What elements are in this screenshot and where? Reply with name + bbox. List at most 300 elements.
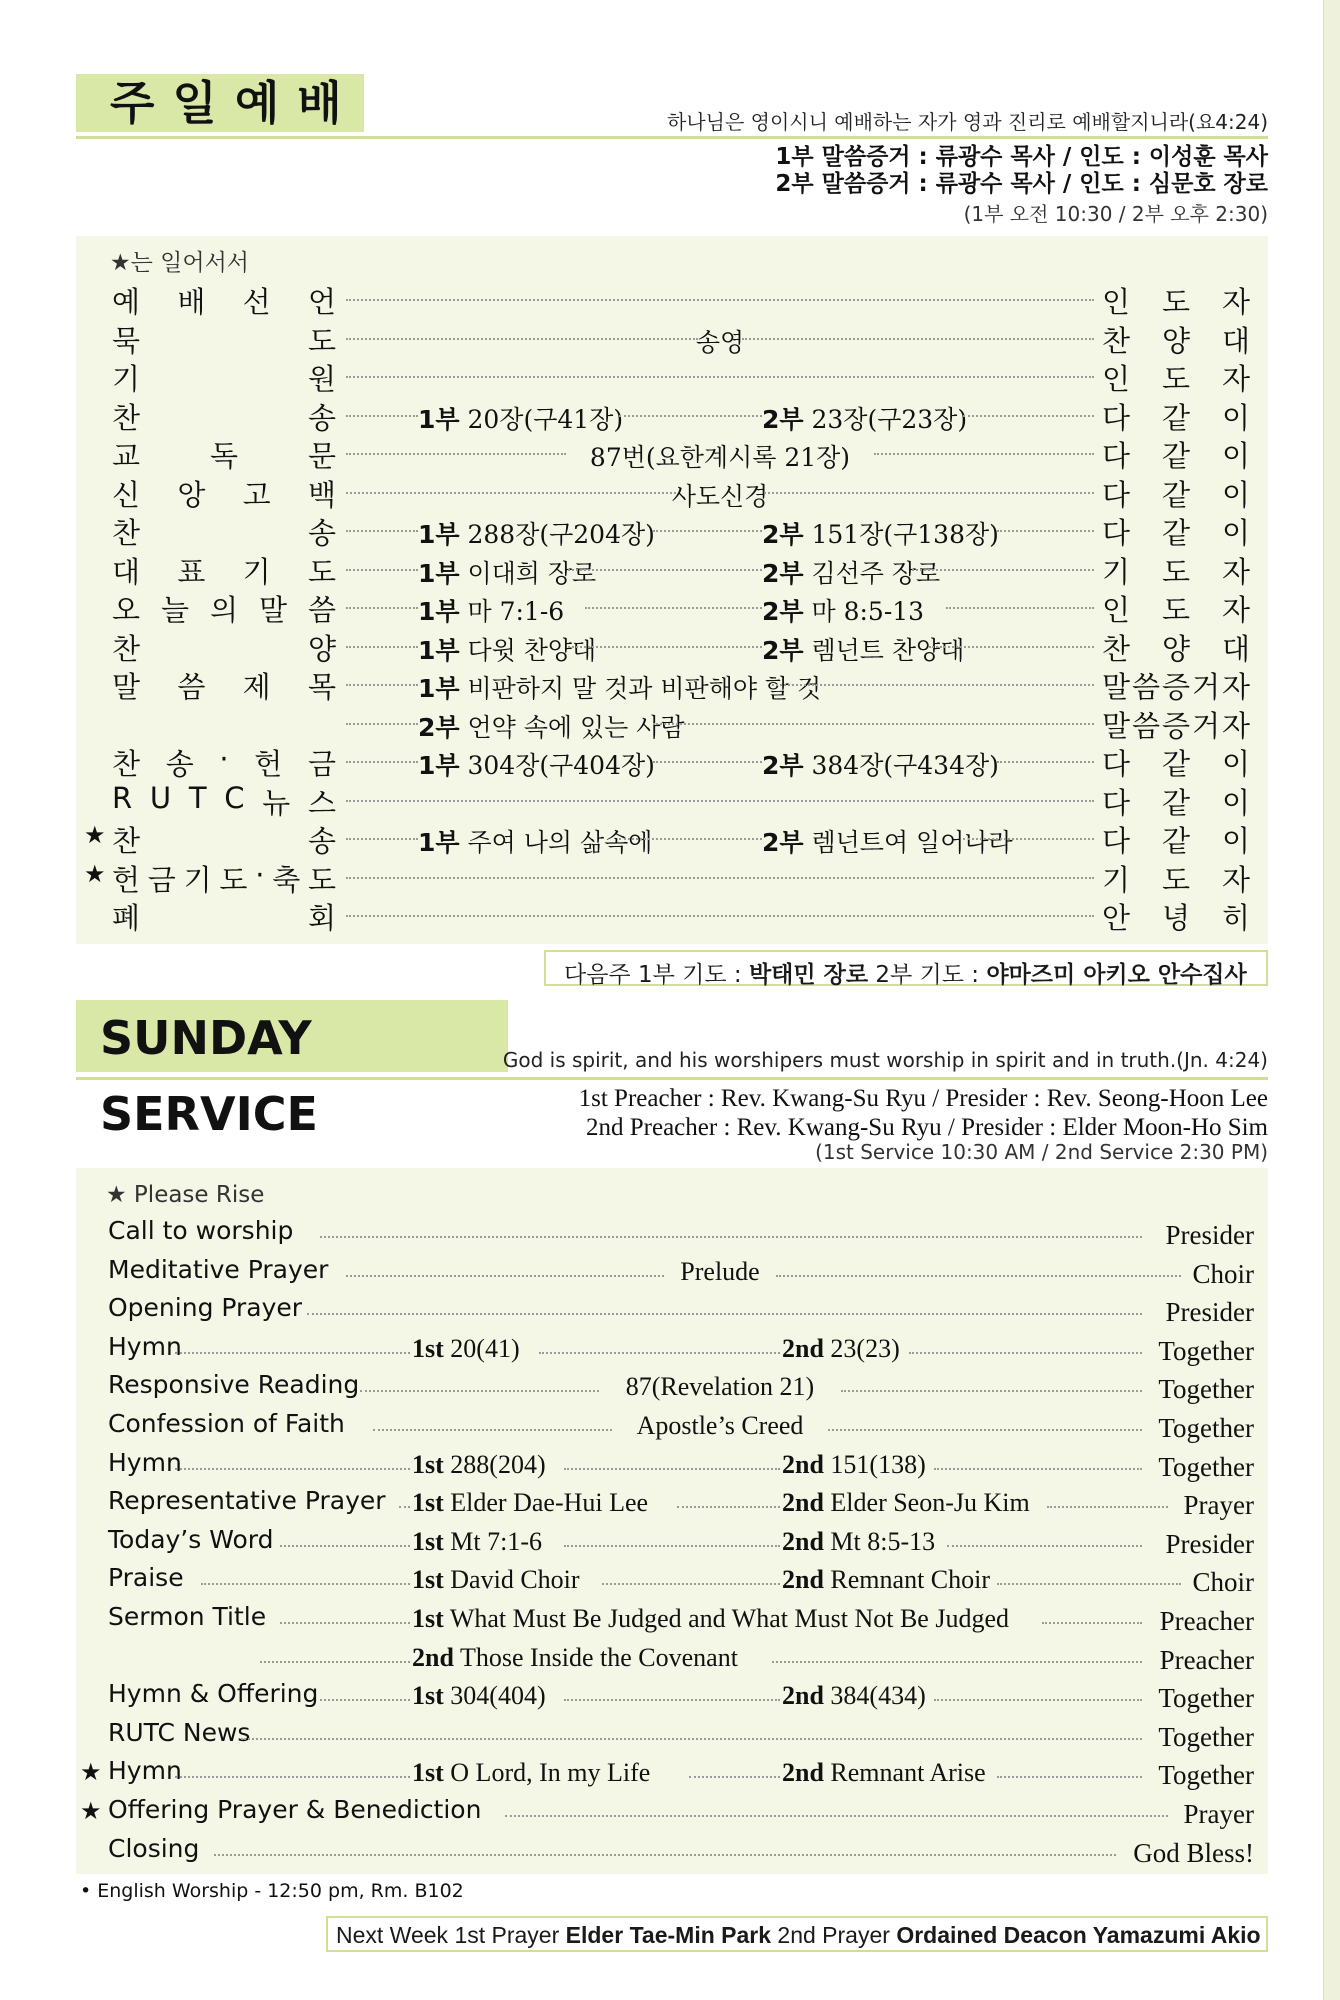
english-order-row [0,1754,1340,1790]
english-second-service-value: Mt 8:5-13 [830,1526,936,1556]
korean-next-week-prefix2: 2부 기도 : [868,962,987,988]
english-first-service-value: 20(41) [450,1333,520,1363]
english-second-service-tag: 2nd [782,1449,824,1479]
korean-order-label: 예 배 선 언 [112,285,336,319]
english-order-row [0,1214,1340,1250]
english-second-service-value: 23(23) [830,1333,900,1363]
leader-dots [963,415,1094,417]
english-order-role: Preacher [1159,1644,1254,1675]
english-second-service-tag: 2nd [782,1333,824,1363]
english-order-label: Confession of Faith [108,1409,345,1438]
english-order-label: RUTC News [108,1717,251,1747]
leader-dots [653,723,1094,725]
leader-dots [175,1468,410,1470]
korean-order-center-value: 송영 [695,327,745,357]
korean-order-label: 찬 송 · 헌 금 [112,742,336,781]
english-verse: God is spirit, and his worshipers must worship in spirit and in truth.(Jn. 4:24) [502,1048,1268,1072]
english-order-role: Presider [1165,1528,1254,1559]
english-order-first-service [412,1488,648,1518]
leader-dots [320,1236,1142,1238]
english-order-row [0,1600,1340,1636]
english-order-label: Offering Prayer & Benediction [108,1795,482,1824]
korean-first-service-value: 20장(구41장) [467,404,624,434]
english-order-label: Call to worship [108,1216,294,1245]
english-first-service-tag: 1st [412,1565,444,1595]
leader-dots [214,1854,1116,1856]
leader-dots [619,415,762,417]
leader-dots [564,1699,780,1701]
korean-order-first-service [418,823,652,859]
leader-dots [909,1352,1142,1354]
english-order-row [0,1291,1340,1327]
english-order-label: Hymn [108,1447,182,1477]
korean-order-role: 다 같 이 [1102,785,1250,820]
english-first-service-value: Mt 7:1-6 [450,1526,543,1556]
korean-order-second-service [762,823,1013,859]
english-order-role: Together [1158,1721,1254,1752]
korean-order-role: 다 같 이 [1102,747,1250,781]
english-order-role: Prayer [1183,1490,1254,1521]
korean-first-service-value: 주여 나의 삶속에 [467,828,653,857]
korean-order-label: 말 씀 제 목 [112,670,336,704]
korean-order-row [0,550,1340,589]
english-first-service-tag: 1st [412,1449,444,1479]
english-preacher-line2: 2nd Preacher : Rev. Kwang-Su Ryu / Presider : Elder Moon-Ho Sim [586,1114,1268,1141]
korean-second-service-tag: 2부 [762,751,804,780]
korean-rise-note: ★는 일어서서 [110,250,250,276]
english-order-role: Preacher [1159,1606,1254,1636]
english-second-service-tag: 2nd [782,1758,824,1788]
english-order-first-service [412,1334,520,1364]
english-order-row [0,1793,1340,1829]
korean-second-service-value: 23장(구23장) [811,404,968,434]
korean-order-role: 다 같 이 [1102,824,1250,858]
leader-dots [585,607,762,609]
korean-order-label: 찬 양 [112,631,336,666]
korean-order-row [0,627,1340,666]
korean-order-label: 묵 도 [112,323,336,358]
english-first-service-value: O Lord, In my Life [450,1758,651,1788]
english-order-label: Sermon Title [108,1602,267,1631]
korean-order-role: 안 녕 히 [1102,901,1250,935]
korean-next-week-name1: 박태민 장로 [748,962,869,988]
korean-order-second-service [762,400,967,436]
korean-order-row [0,857,1340,897]
leader-dots [568,646,762,648]
leader-dots [564,1468,780,1470]
korean-order-first-service [418,592,564,628]
korean-order-first-service [418,631,596,667]
korean-order-row [0,511,1340,550]
english-order-label: Praise [108,1563,184,1593]
korean-order-row [0,896,1340,935]
english-schedule: (1st Service 10:30 AM / 2nd Service 2:30 PM) [815,1140,1268,1164]
leader-dots [776,1275,1182,1277]
korean-second-service-value: 마 8:5-13 [811,597,925,626]
korean-order-label: 오 늘 의 말 씀 [112,593,336,627]
korean-order-second-service [762,592,924,628]
leader-dots [346,569,418,571]
korean-order-second-service [762,515,999,551]
leader-dots [346,838,418,840]
leader-dots [201,1583,410,1585]
leader-dots [346,723,418,725]
english-next-week [326,1916,1268,1952]
leader-dots [653,530,762,532]
english-next-week-name2: Ordained Deacon Yamazumi Akio [896,1922,1261,1948]
korean-order-second-service [762,746,999,782]
leader-dots [346,1275,664,1277]
korean-order-role: 말 씀 증 거 자 [1102,708,1250,743]
leader-dots [1047,1506,1169,1508]
korean-second-service-tag: 2부 [762,635,804,665]
english-next-week-prefix1: Next Week 1st Prayer [336,1922,566,1948]
korean-order-first-service [418,708,685,744]
leader-dots [912,569,1094,571]
english-order-label: Hymn [108,1756,182,1786]
korean-first-service-tag: 1부 [418,404,460,434]
english-order-label: Today’s Word [108,1524,274,1554]
korean-order-first-service [418,746,655,782]
english-order-label: Meditative Prayer [108,1254,329,1284]
leader-dots [175,1776,410,1778]
english-order-role: God Bless! [1133,1837,1254,1868]
english-second-service-value: 151(138) [830,1449,926,1479]
korean-order-role: 기 도 자 [1102,862,1250,897]
leader-dots [307,1313,1142,1315]
korean-order-role: 기 도 자 [1102,554,1250,589]
english-order-role: Together [1158,1374,1254,1405]
korean-preacher-line1: 1부 말씀증거 : 류광수 목사 / 인도 : 이성훈 목사 [775,144,1268,170]
leader-dots [934,1468,1142,1470]
korean-order-row [0,588,1340,627]
korean-second-service-value: 김선주 장로 [811,558,941,588]
english-first-service-value: Elder Dae-Hui Lee [450,1488,649,1518]
korean-order-role: 다 같 이 [1102,516,1250,550]
english-order-role: Presider [1165,1220,1254,1250]
leader-dots [929,646,1094,648]
korean-order-row [0,434,1340,473]
english-first-service-tag: 1st [412,1488,444,1518]
english-order-first-service [412,1643,738,1673]
korean-first-service-tag: 2부 [418,712,460,742]
leader-dots [346,453,566,455]
english-order-center-value: Prelude [680,1256,760,1286]
english-order-first-service [412,1758,650,1788]
leader-dots [539,1352,780,1354]
korean-first-service-value: 비판하지 말 것과 비판해야 할 것 [467,674,822,703]
rise-star-icon: ★ [84,859,106,888]
english-order-role: Together [1158,1683,1254,1714]
english-order-row [0,1561,1340,1597]
english-title: SUNDAY SERVICE [76,1000,508,1072]
english-order-label: Hymn [108,1331,182,1361]
english-order-label: Hymn & Offering [108,1679,319,1709]
english-order-second-service [782,1681,926,1711]
english-order-first-service [412,1681,546,1711]
korean-order-label: 교 독 문 [112,439,336,473]
leader-dots [934,1699,1142,1701]
korean-first-service-value: 다윗 찬양대 [467,635,597,665]
english-order-label: Responsive Reading [108,1370,360,1400]
korean-order-role: 찬 양 대 [1102,323,1250,358]
leader-dots [346,299,1094,301]
leader-dots [564,1545,780,1547]
english-second-service-value: Remnant Arise [830,1758,986,1788]
english-first-service-value: 304(404) [450,1681,546,1711]
english-worship-note: • English Worship - 12:50 pm, Rm. B102 [80,1880,464,1902]
english-order-row [0,1832,1340,1868]
leader-dots [280,1622,410,1624]
english-order-role: Choir [1192,1567,1254,1598]
korean-second-service-tag: 2부 [762,597,804,626]
english-order-first-service [412,1565,580,1595]
english-order-label: Opening Prayer [108,1293,303,1323]
korean-second-service-value: 384장(구434장) [811,751,999,780]
korean-order-row [0,819,1340,858]
english-order-row [0,1330,1340,1366]
english-order-role: Together [1158,1451,1254,1482]
leader-dots [346,530,418,532]
english-second-service-tag: 2nd [782,1526,824,1556]
english-first-service-value: Those Inside the Covenant [459,1642,738,1672]
korean-order-row [0,704,1340,743]
korean-first-service-value: 304장(구404장) [467,751,655,780]
english-order-second-service [782,1488,1030,1518]
korean-order-row [0,319,1340,358]
leader-dots [946,607,1094,609]
english-first-service-tag: 2nd [412,1642,454,1672]
english-order-first-service [412,1450,546,1480]
leader-dots [373,1429,613,1431]
korean-first-service-value: 마 7:1-6 [467,597,565,626]
korean-title-rule [76,136,1268,139]
korean-order-row [0,742,1340,781]
leader-dots [175,1352,410,1354]
korean-second-service-tag: 2부 [762,828,804,857]
korean-order-label: 신 앙 고 백 [112,477,336,512]
korean-order-first-service [418,515,655,551]
english-first-service-tag: 1st [412,1604,444,1633]
korean-order-role: 인 도 자 [1102,593,1250,627]
korean-first-service-tag: 1부 [418,520,460,549]
leader-dots [346,800,1094,802]
leader-dots [997,530,1094,532]
korean-first-service-tag: 1부 [418,635,460,665]
leader-dots [602,1583,781,1585]
english-order-role: Choir [1192,1258,1254,1289]
korean-first-service-tag: 1부 [418,828,460,857]
english-first-service-tag: 1st [412,1758,444,1788]
leader-dots [997,1776,1143,1778]
korean-second-service-value: 151장(구138장) [811,520,999,549]
leader-dots [619,838,762,840]
korean-second-service-tag: 2부 [762,520,804,549]
english-first-service-tag: 1st [412,1333,444,1363]
korean-order-center-value: 87번(요한계시록 21장) [589,443,851,472]
korean-order-label: R U T C 뉴 스 [112,780,336,820]
english-order-center-value: Apostle’s Creed [636,1411,804,1440]
korean-order-second-service [762,554,940,590]
english-order-second-service [782,1565,990,1595]
korean-preacher-line2: 2부 말씀증거 : 류광수 목사 / 인도 : 심문호 장로 [775,171,1268,197]
leader-dots [997,1583,1182,1585]
english-order-row [0,1523,1340,1559]
korean-first-service-value: 288장(구204장) [467,520,655,549]
leader-dots [963,838,1094,840]
leader-dots [505,1815,1168,1817]
korean-order-second-service [762,631,964,667]
english-first-service-value: David Choir [450,1565,580,1595]
korean-second-service-value: 렘넌트여 일어나라 [811,828,1013,857]
leader-dots [346,646,418,648]
korean-order-role: 다 같 이 [1102,477,1250,512]
korean-order-label: 폐 회 [112,901,336,935]
korean-order-row [0,473,1340,512]
korean-order-role: 인 도 자 [1102,362,1250,396]
korean-second-service-tag: 2부 [762,404,804,434]
korean-order-label: 찬 송 [112,516,336,550]
korean-order-row [0,280,1340,319]
english-order-row [0,1407,1340,1443]
english-first-service-value: What Must Be Judged and What Must Not Be Judged [449,1604,1009,1633]
korean-order-row [0,665,1340,704]
korean-first-service-tag: 1부 [418,558,460,588]
leader-dots [346,338,698,340]
korean-order-role: 다 같 이 [1102,439,1250,473]
korean-order-first-service [418,400,623,436]
english-order-second-service [782,1758,986,1788]
english-order-role: Together [1158,1335,1254,1366]
leader-dots [772,684,1094,686]
korean-order-first-service [418,554,596,590]
korean-first-service-value: 이대희 장로 [467,558,597,588]
english-rise-note: ★ Please Rise [106,1182,265,1208]
rise-star-icon: ★ [80,1758,102,1787]
korean-first-service-value: 언약 속에 있는 사람 [467,712,685,742]
korean-schedule: (1부 오전 10:30 / 2부 오후 2:30) [963,202,1268,226]
english-order-role: Together [1158,1413,1254,1443]
english-order-second-service [782,1450,926,1480]
leader-dots [653,761,762,763]
english-order-center-value: 87(Revelation 21) [625,1372,815,1402]
english-order-role: Prayer [1183,1799,1254,1829]
english-preacher-line1: 1st Preacher : Rev. Kwang-Su Ryu / Presider : Rev. Seong-Hoon Lee [578,1085,1268,1112]
korean-verse: 하나님은 영이시니 예배하는 자가 영과 진리로 예배할지니라(요4:24) [667,110,1268,134]
english-order-row [0,1639,1340,1675]
korean-order-label: 대 표 기 도 [112,554,336,589]
rise-star-icon: ★ [80,1797,102,1825]
leader-dots [241,1738,1142,1740]
leader-dots [742,338,1094,340]
leader-dots [346,492,676,494]
english-first-service-tag: 1st [412,1681,444,1711]
leader-dots [346,684,418,686]
korean-title: 주일예배 [76,74,364,132]
leader-dots [947,1545,1143,1547]
english-second-service-tag: 2nd [782,1488,824,1518]
english-preacher-info [579,1084,1268,1142]
korean-order-first-service [418,669,821,705]
leader-dots [346,376,1094,378]
leader-dots [260,1661,410,1663]
korean-order-role: 다 같 이 [1102,400,1250,435]
leader-dots [320,1699,410,1701]
korean-order-center-value: 사도신경 [671,481,769,511]
english-first-service-tag: 1st [412,1526,444,1556]
leader-dots [1042,1622,1142,1624]
english-first-service-value: 288(204) [450,1449,546,1479]
english-second-service-value: Elder Seon-Ju Kim [830,1488,1030,1518]
leader-dots [346,915,1094,917]
leader-dots [772,1661,1143,1663]
english-order-label: Closing [108,1833,200,1863]
leader-dots [828,1429,1143,1431]
english-order-second-service [782,1527,935,1557]
leader-dots [568,569,762,571]
leader-dots [841,1390,1143,1392]
korean-next-week-name2: 야마즈미 아키오 안수집사 [986,962,1247,988]
korean-order-label: 찬 송 [112,824,336,858]
leader-dots [997,761,1094,763]
korean-first-service-tag: 1부 [418,674,460,703]
korean-order-row [0,780,1340,820]
english-next-week-name1: Elder Tae-Min Park [565,1922,772,1948]
leader-dots [346,877,1094,879]
leader-dots [280,1545,410,1547]
english-order-second-service [782,1334,900,1364]
english-second-service-tag: 2nd [782,1681,824,1711]
korean-order-label: 찬 송 [112,400,336,435]
korean-order-label: 기 원 [112,362,336,396]
english-order-row [0,1446,1340,1482]
leader-dots [764,492,1094,494]
korean-preacher-info [775,144,1268,198]
leader-dots [346,761,418,763]
korean-order-row [0,396,1340,435]
leader-dots [399,1506,410,1508]
leader-dots [360,1390,600,1392]
leader-dots [346,415,418,417]
korean-order-role: 인 도 자 [1102,285,1250,319]
english-order-first-service [412,1527,542,1557]
english-second-service-tag: 2nd [782,1565,824,1595]
english-next-week-prefix2: 2nd Prayer [771,1922,897,1948]
english-order-row [0,1677,1340,1713]
rise-star-icon: ★ [84,821,106,849]
korean-first-service-tag: 1부 [418,597,460,626]
english-second-service-value: 384(434) [830,1681,926,1711]
leader-dots [874,453,1094,455]
korean-order-role: 말 씀 증 거 자 [1102,670,1250,704]
english-order-role: Together [1158,1760,1254,1791]
korean-first-service-tag: 1부 [418,751,460,780]
english-order-row [0,1368,1340,1404]
korean-next-week-prefix1: 다음주 1부 기도 : [564,962,749,988]
leader-dots [689,1776,780,1778]
korean-second-service-value: 렘넌트 찬양대 [811,635,965,665]
korean-second-service-tag: 2부 [762,558,804,588]
korean-order-role: 찬 양 대 [1102,631,1250,666]
english-order-row [0,1484,1340,1520]
korean-order-row [0,357,1340,396]
english-order-label: Representative Prayer [108,1486,386,1516]
english-order-role: Presider [1165,1297,1254,1328]
english-order-row [0,1716,1340,1752]
english-second-service-value: Remnant Choir [830,1565,991,1595]
korean-order-label: 헌 금 기 도 · 축 도 [112,857,336,897]
english-order-row [0,1253,1340,1289]
